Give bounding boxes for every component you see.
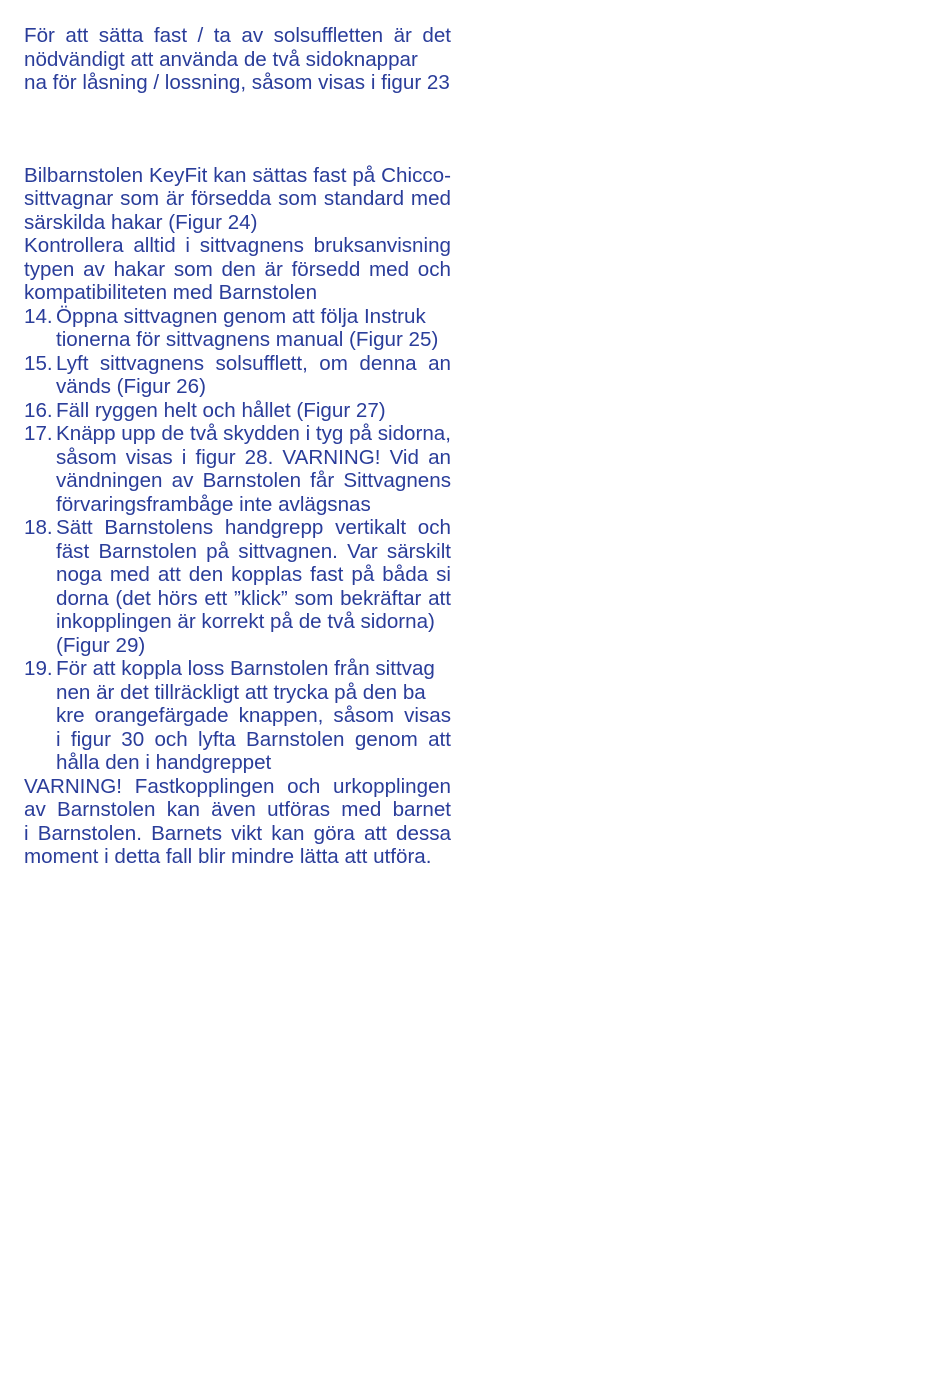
step-number: 15. — [24, 351, 53, 375]
step-line: hålla den i handgreppet — [56, 751, 272, 774]
paragraph-line: särskilda hakar (Figur 24) — [24, 210, 258, 234]
step-16 — [24, 399, 451, 423]
compatibility-paragraph — [24, 164, 451, 235]
warning-paragraph — [24, 775, 451, 869]
step-17 — [24, 422, 451, 516]
step-line: (Figur 29) — [56, 633, 146, 657]
paragraph-line: Kontrollera alltid i sittvagnens bruksanvisning — [24, 234, 451, 257]
warning-line: i Barnstolen. Barnets vikt kan göra att dessa — [24, 821, 451, 845]
step-line: fäst Barnstolen på sittvagnen. Var särskilt — [56, 539, 451, 563]
step-line: i figur 30 och lyfta Barnstolen genom att — [56, 727, 451, 751]
step-line: såsom visas i figur 28. VARNING! Vid an — [56, 445, 451, 469]
step-14 — [24, 305, 451, 352]
step-number: 18. — [24, 516, 53, 539]
warning-line: moment i detta fall blir mindre lätta att utföra. — [24, 845, 432, 868]
step-line: inkopplingen är korrekt på de två sidorna) — [56, 610, 435, 633]
step-line: noga med att den kopplas fast på båda si — [56, 563, 451, 586]
step-line: nen är det tillräckligt att trycka på den ba — [56, 680, 426, 704]
step-line: Sätt Barnstolens handgrepp vertikalt och — [56, 516, 451, 539]
paragraph-line: Bilbarnstolen KeyFit kan sättas fast på Chicco- — [24, 163, 451, 187]
check-manual-paragraph — [24, 234, 451, 305]
step-line: Lyft sittvagnens solsufflett, om denna an — [56, 351, 451, 375]
warning-line: av Barnstolen kan även utföras med barnet — [24, 798, 451, 821]
step-line: Fäll ryggen helt och hållet (Figur 27) — [56, 398, 386, 422]
step-line: Öppna sittvagnen genom att följa Instruk — [56, 304, 426, 328]
step-line: dorna (det hörs ett ”klick” som bekräftar att — [56, 586, 451, 610]
paragraph-line: kompatibiliteten med Barnstolen — [24, 281, 318, 304]
step-line: vändningen av Barnstolen får Sittvagnens — [56, 469, 451, 492]
step-line: vänds (Figur 26) — [56, 375, 206, 398]
intro-line: För att sätta fast / ta av solsuffletten är det — [24, 24, 451, 47]
intro-paragraph — [24, 24, 451, 95]
paragraph-line: sittvagnar som är försedda som standard med — [24, 187, 451, 210]
text-column — [24, 24, 451, 869]
step-19 — [24, 657, 451, 775]
step-number: 19. — [24, 657, 53, 680]
step-18 — [24, 516, 451, 657]
step-line: förvaringsframbåge inte avlägsnas — [56, 492, 371, 516]
step-number: 17. — [24, 422, 53, 445]
step-line: tionerna för sittvagnens manual (Figur 25) — [56, 328, 439, 351]
step-line: Knäpp upp de två skydden i tyg på sidorna, — [56, 422, 451, 445]
section-spacer — [24, 95, 451, 164]
step-number: 14. — [24, 304, 53, 328]
step-line: kre orangefärgade knappen, såsom visas — [56, 704, 451, 727]
step-line: För att koppla loss Barnstolen från sittvag — [56, 657, 435, 680]
intro-line: na för låsning / lossning, såsom visas i figur 23 — [24, 71, 450, 94]
paragraph-line: typen av hakar som den är försedd med och — [24, 257, 451, 281]
step-15 — [24, 352, 451, 399]
step-number: 16. — [24, 398, 53, 422]
instruction-steps — [24, 305, 451, 775]
intro-line: nödvändigt att använda de två sidoknappar — [24, 47, 418, 71]
warning-line: VARNING! Fastkopplingen och urkopplingen — [24, 774, 451, 798]
